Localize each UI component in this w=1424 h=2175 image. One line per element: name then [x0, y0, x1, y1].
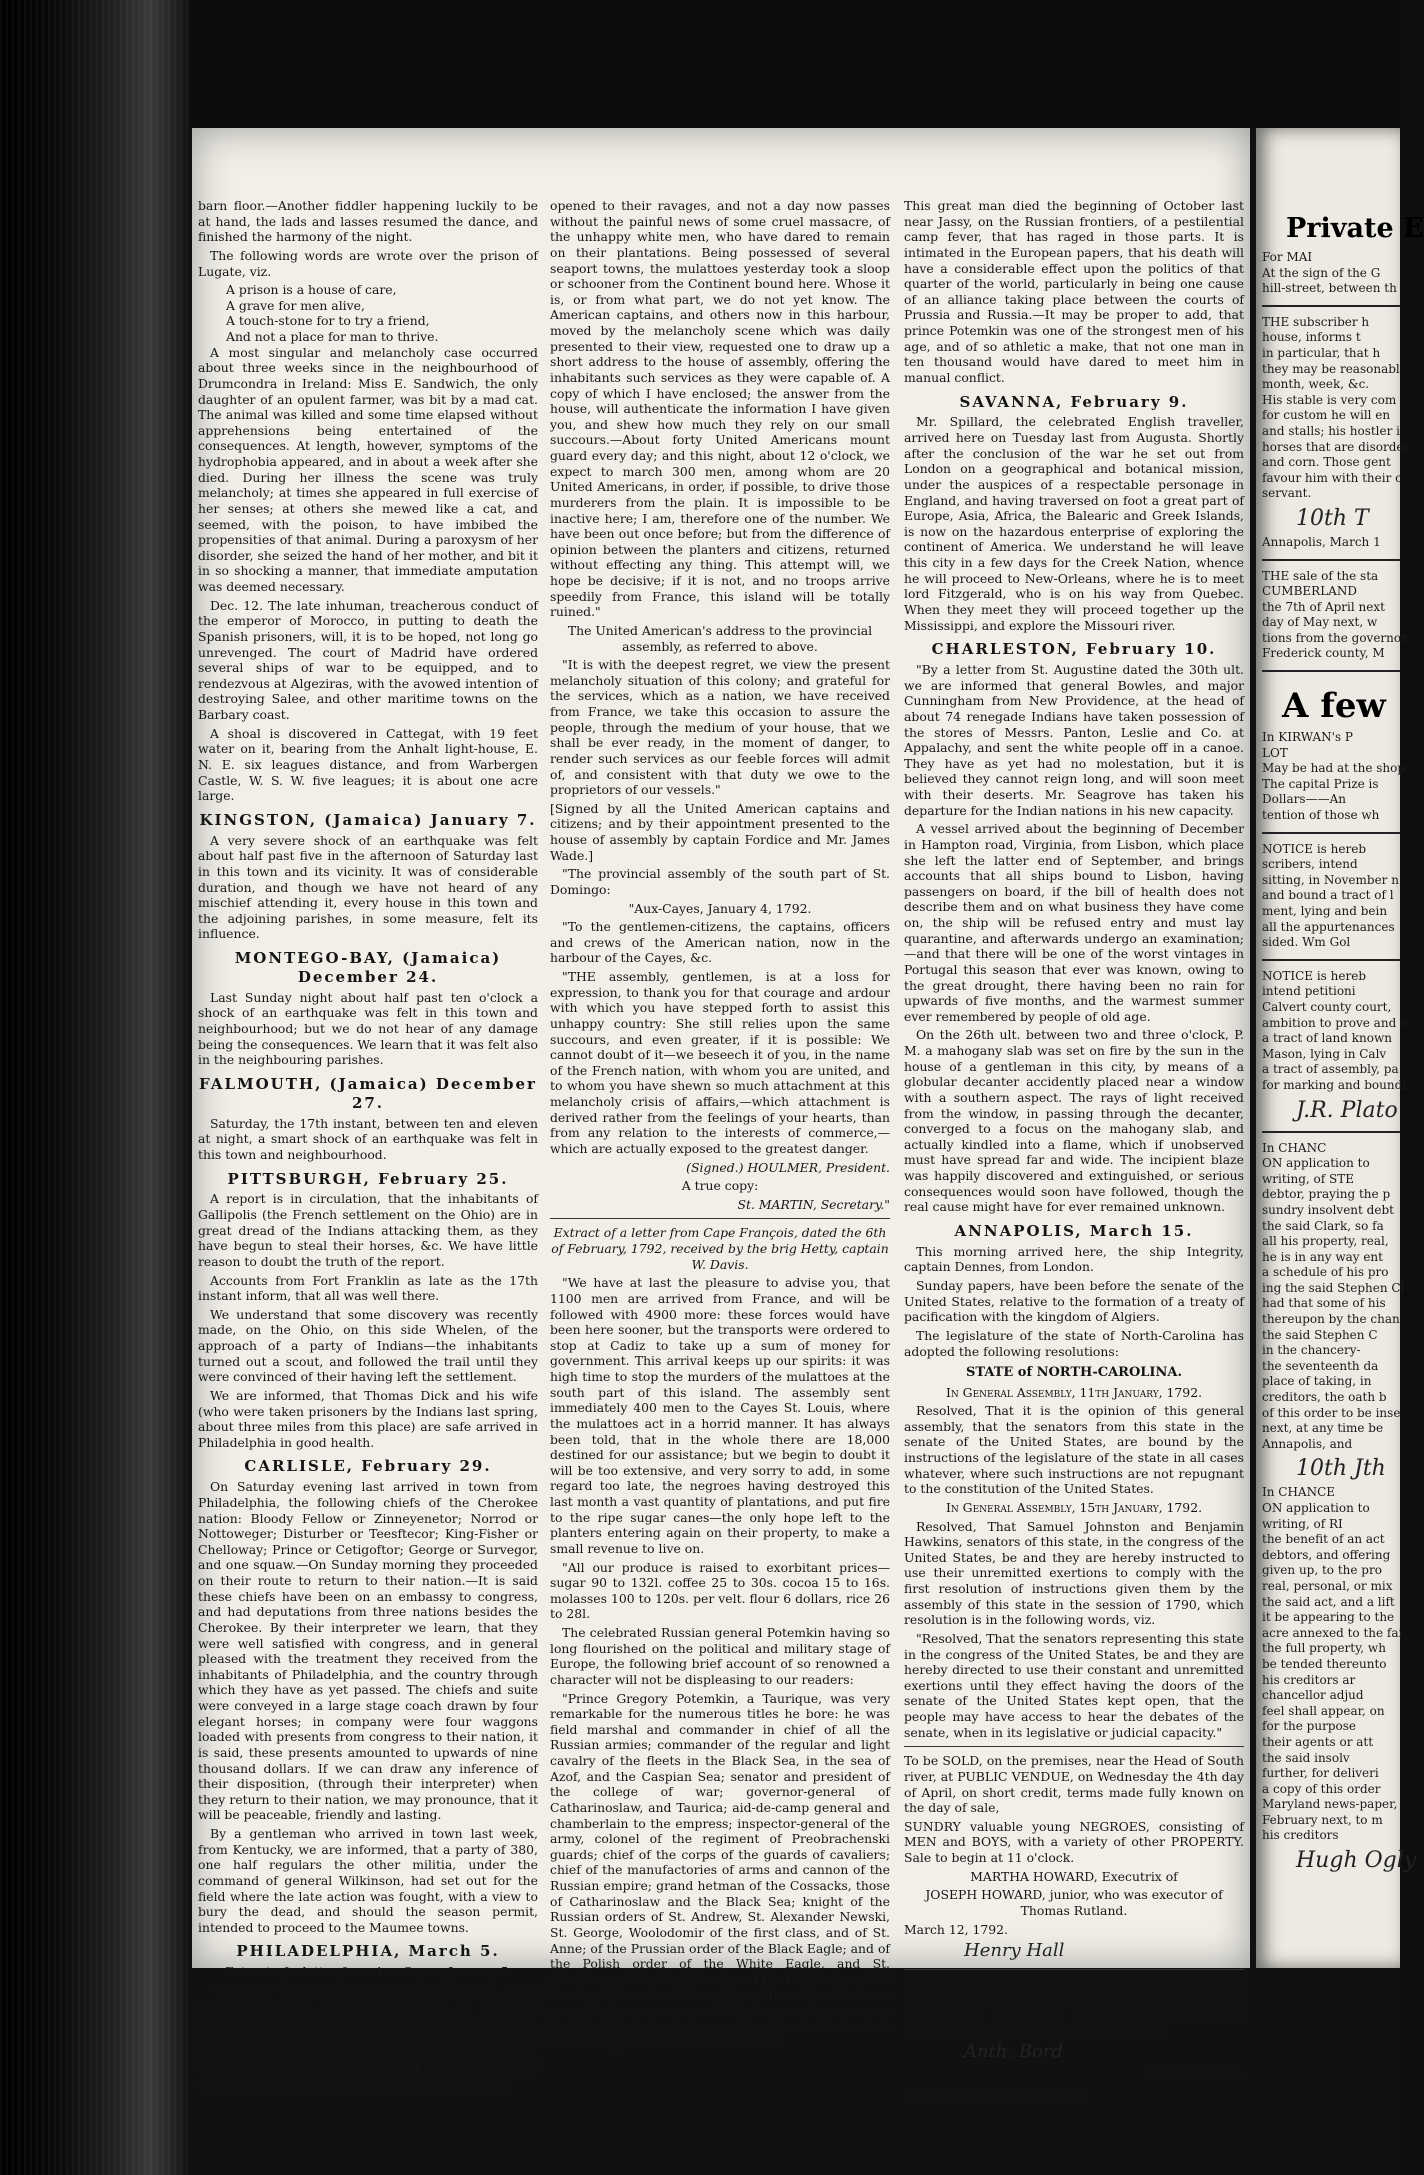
article-text: barn floor.—Another fiddler happening luckily to be at hand, the lads and lasses resumed the dance, and finished the harmony of the night.	[198, 198, 538, 245]
divider	[1262, 559, 1400, 561]
facing-page-line: Dollars——An	[1262, 792, 1346, 807]
facing-page-line: further, for deliveri	[1262, 1766, 1379, 1781]
advertisement-text: SUNDRY valuable young NEGROES, consisting of MEN and BOYS, with a variety of other PROPERTY. Sale to begin at 11 o'clock.	[904, 1818, 1244, 1866]
signature-line: St. MARTIN, Secretary."	[737, 1196, 890, 1212]
article-text: On Saturday evening last arrived in town from Philadelphia, the following chiefs of the Cherokee nation: Bloody Fellow or Zinneyenetor; Norrod or Nottoweger; Disturber or Teesftecor; King-Fisher or Chelloway; Prince or Cetigoftor; George or Survegor, and one squaw.—On Sunday morning they proceeded on their route to return to their nation.—It is said these chiefs have been on an embassy to congress, and had deputations from three nations besides the Cherokee. By their interpreter we learn, that they were well satisfied with congress, and in general pleased with the treatment they received from the inhabitants of Philadelphia, and the country through which they have as yet passed. The chiefs and suite were conveyed in a large stage coach drawn by four elegant horses; in company were four waggons loaded with presents from congress to their nation, it is said, these presents amounted to upwards of nine thousand dollars. If we can draw any inference of their disposition, (through their interpreter) when they return to their nation, we may pronounce, that it will be peaceable, friendly and lasting.	[198, 1479, 538, 1823]
facing-page-line: his creditors	[1262, 1828, 1339, 1843]
article-text: The following words are wrote over the prison of Lugate, viz.	[198, 247, 538, 279]
facing-page-line: his creditors ar	[1262, 1672, 1356, 1687]
facing-page-line: a schedule of his pro	[1262, 1265, 1389, 1280]
article-text: "All our produce is raised to exorbitant prices—sugar 90 to 132l. coffee 25 to 30s. cocoa 15 to 16s. molasses 100 to 120s. per velt. flour 6 dollars, rice 26 to 28l.	[550, 1559, 890, 1622]
facing-page-line: the benefit of an act	[1262, 1532, 1385, 1547]
facing-page-line: given up, to the pro	[1262, 1563, 1382, 1578]
article-text: Sunday papers, have been before the senate of the United States, relative to the formation of a treaty of pacification with the kingdom of Algiers.	[904, 1278, 1244, 1325]
facing-page-line: For MAI	[1262, 250, 1313, 264]
facing-page-line: the full property, wh	[1262, 1641, 1386, 1656]
facing-page-line: a tract of assembly, pa	[1262, 1062, 1399, 1077]
facing-page-line: thereupon by the chan	[1262, 1312, 1400, 1327]
article-text: Accounts from Fort Franklin as late as the 17th instant inform, that all was well there.	[198, 1272, 538, 1304]
dateline-heading: ANNAPOLIS, March 15.	[954, 1221, 1194, 1240]
facing-page-line: tention of those wh	[1262, 808, 1380, 823]
facing-page-line: the said Stephen C	[1262, 1327, 1378, 1342]
facing-page-line: a tract of land known	[1262, 1031, 1392, 1046]
article-text: "The truly melancholy situation of this place, takes up our attention. The mulattoes are, in short, in possession of every thing on this side of the island, except this town; which is the asylum at present of all the wretched fugitives from the different parts of it. The plain of the Cayes, the most beautiful country ever given to man, was, the day before yesterday,	[198, 1983, 538, 2092]
divider	[1262, 670, 1400, 672]
facing-page-line: day of May next, w	[1262, 615, 1378, 630]
facing-page-advert	[1256, 314, 1410, 502]
facing-page-line: in the chancery-	[1262, 1343, 1361, 1358]
extract-heading: Extract of a letter from Cape François, dated the 6th of February, 1792, received by the brig Hetty, captain W. Davis.	[551, 1225, 889, 1272]
article-text: "To the gentlemen-citizens, the captains, officers and crews of the American nation, now in the harbour of the Cayes, &c.	[550, 919, 890, 966]
facing-page-line: the said Clark, so fa	[1262, 1218, 1384, 1233]
divider	[550, 1218, 890, 1219]
facing-page-line: the 7th of April next	[1262, 599, 1385, 614]
divider	[904, 1969, 1244, 1970]
facing-page-title: Private E	[1286, 213, 1424, 244]
facing-page-line: In CHANC	[1262, 1140, 1327, 1155]
article-text: We understand that some discovery was recently made, on the Ohio, on this side Whelen, of the approach of a party of Indians—the inhabitants turned out a scout, and followed the trail until they were convinced of their having left the settlement.	[198, 1306, 538, 1385]
divider	[904, 1746, 1244, 1747]
facing-page-line: ON application to	[1262, 1501, 1370, 1515]
article-text: Resolved, That it is the opinion of this general assembly, that the senators from this state in the senate of the United States, are bound by the instructions of the legislature of the state in all cases whatever, where such instructions are not repugnant to the constitution of the United States.	[904, 1403, 1244, 1497]
facing-page-line: ment, lying and bein	[1262, 904, 1388, 918]
facing-page-line: tions from the governor	[1262, 630, 1407, 645]
facing-page-line: it be appearing to the	[1262, 1610, 1395, 1625]
extract-heading: Extract of a letter from Aux-Cayes, January 5.	[224, 1964, 512, 1980]
facing-page-line: all the appurtenances	[1262, 919, 1395, 934]
facing-page-line: In KIRWAN's P	[1262, 730, 1354, 745]
subheading: The United American's address to the provincial assembly, as referred to above.	[567, 622, 873, 654]
facing-page-line: for the purpose	[1262, 1719, 1356, 1734]
article-text: Last Sunday night about half past ten o'clock a shock of an earthquake was felt in this town and neighbourhood; but we do not hear of any damage being the consequences. We learn that it was felt also in the neighbouring parishes.	[198, 989, 538, 1068]
facing-page-line: hill-street, between th	[1262, 281, 1397, 296]
column-1	[198, 198, 538, 2092]
handwritten-annotation: Anth. Bord	[964, 2041, 1064, 2063]
facing-page-line: had that some of his	[1262, 1296, 1386, 1311]
facing-page-line: favour him with their c	[1262, 470, 1402, 485]
facing-page	[1256, 128, 1424, 1968]
facing-page-line: sundry insolvent debt	[1262, 1202, 1394, 1217]
dateline: "Aux-Cayes, January 4, 1792.	[628, 900, 812, 916]
facing-page-line: February next, to m	[1262, 1812, 1383, 1827]
divider	[1262, 832, 1400, 834]
dateline-heading: PITTSBURGH, February 25.	[227, 1169, 509, 1188]
facing-page-line: chancellor adjud	[1262, 1688, 1364, 1703]
newspaper-page	[192, 128, 1250, 2100]
column-2	[550, 198, 890, 2050]
facing-page-line: Maryland news-paper,	[1262, 1797, 1398, 1812]
facing-page-line: and bound a tract of l	[1262, 888, 1394, 903]
facing-page-line: creditors, the oath b	[1262, 1390, 1387, 1405]
facing-page-line: feel shall appear, on	[1262, 1703, 1385, 1718]
facing-page-line: ing the said Stephen Cl	[1262, 1280, 1405, 1295]
article-text: Saturday, the 17th instant, between ten and eleven at night, a smart shock of an earthquake was felt in this town and neighbourhood.	[198, 1115, 538, 1162]
facing-page-line: debtor, praying the p	[1262, 1187, 1391, 1202]
article-text: "It is with the deepest regret, we view the present melancholy situation of this colony; and grateful for the services, which as a nation, we have received from France, we take this occasion to assure the people, through the medium of your house, that we shall be ever ready, in the moment of danger, to render such services as our feeble forces will admit of, and consistent with that duty we owe to the proprietors of our vessels."	[550, 657, 890, 798]
facing-page-line: in particular, that h	[1262, 345, 1381, 360]
handwritten-annotation: Hugh Ogly	[1296, 1848, 1417, 1874]
facing-page-line: NOTICE is hereb	[1262, 841, 1366, 856]
dateline-heading: SAVANNA, February 9.	[959, 392, 1189, 411]
article-text: On the 26th ult. between two and three o'clock, P. M. a mahogany slab was set on fire by the sun in the house of a gentleman in this city, by means of a globular decanter accidently placed near a window with a southern aspect. The rays of light received from the window, in passing through the decanter, converged to a focus on the mahogany slab, and actually kindled into a flame, which if unobserved must have spread far and wide. The incipient blaze was happily discovered and extinguished, or serious consequences would soon have followed, though the real cause might have for ever remained unknown.	[904, 1027, 1244, 1215]
facing-page-notice	[1256, 1485, 1403, 1844]
facing-page-line: CUMBERLAND	[1262, 584, 1357, 599]
article-text: "The provincial assembly of the south part of St. Domingo:	[550, 866, 890, 897]
advertisement-text: MARTHA HOWARD, Executrix of	[970, 1868, 1178, 1884]
divider	[1262, 1131, 1400, 1133]
resolution-date: In General Assembly, 15th January, 1792.	[945, 1499, 1203, 1515]
article-text: A most singular and melancholy case occurred about three weeks since in the neighbourhood of Drumcondra in Ireland: Miss E. Sandwich, the only daughter of an opulent farmer, was bit by a mad cat. The animal was killed and some time elapsed without apprehensions being entertained of the consequences. At length, however, symptoms of the hydrophobia appeared, and in about a week after she died. During her illness the scene was truly melancholy; at times she appeared in full exercise of her senses; at others she mewed like a cat, and seemed, with the poison, to have imbibed the propensities of that animal. During a paroxysm of her disorder, she seized the hand of her mother, and bit it in so shocking a manner, that immediate amputation was deemed necessary.	[198, 344, 538, 594]
poem-line: And not a place for man to thrive.	[226, 329, 439, 344]
facing-page-text: Frederick county, M	[1262, 646, 1385, 661]
article-text: We are informed, that Thomas Dick and his wife (who were taken prisoners by the Indians last spring, about three miles from this place) are safe arrived in Philadelphia in good health.	[198, 1387, 538, 1450]
facing-page-notice	[1256, 968, 1408, 1094]
facing-page-line: the said act, and a lift	[1262, 1594, 1395, 1609]
signature-line: (Signed.) HOULMER, President.	[686, 1159, 890, 1175]
facing-page-line: intend petitioni	[1262, 984, 1356, 999]
article-text: opened to their ravages, and not a day now passes without the painful news of some cruel massacre, of the unhappy white men, who have dared to remain on their plantations. Being possessed of several seaport towns, the mulattoes yesterday took a sloop or schooner from the Continent bound here. Whose it is, or from what part, we do not yet know. The American captains, and others now in this harbour, moved by the melancholy scene which was daily presented to their view, requested one to draw up a short address to the house of assembly, offering the inhabitants such services as they were capable of. A copy of which I have enclosed; the answer from the house, will authenticate the information I have given you, and shew how much they rely on our small succours.—About forty United Americans mount guard every day; and this night, about 12 o'clock, we expect to march 300 men, among whom are 20 United Americans, in order, if possible, to drive those murderers from the plain. It is impossible to be inactive here; I am, therefore one of the number. We have been out once before; but from the difference of opinion between the planters and citizens, returned without effecting any thing. This attempt will, we hope be decisive; if it is not, and no troops arrive speedily from France, this island will be totally ruined."	[550, 198, 890, 620]
facing-page-line: house, informs t	[1262, 330, 1361, 345]
facing-page-notice	[1256, 1140, 1405, 1453]
dateline-heading: PHILADELPHIA, March 5.	[236, 1942, 500, 1961]
facing-page-line: the seventeenth da	[1262, 1358, 1379, 1373]
dateline-heading: MONTEGO-BAY, (Jamaica) December 24.	[234, 949, 502, 986]
handwritten-annotation: 10th Jth	[1296, 1456, 1386, 1482]
facing-page-line: sitting, in November n	[1262, 872, 1399, 887]
facing-page-line: for custom he will en	[1262, 408, 1391, 423]
article-text: A shoal is discovered in Cattegat, with 19 feet water on it, bearing from the Anhalt light-house, E. N. E. six leagues distance, and from Warbergen Castle, W. S. W. five leagues; it is about one acre large.	[198, 725, 538, 804]
facing-page-line: of this order to be inse	[1262, 1405, 1401, 1420]
article-text: This great man died the beginning of October last near Jassy, on the Russian frontiers, of a pestilential camp fever, that has raged in those parts. It is intimated in the European papers, that his death will have a considerable effect upon the politics of that quarter of the world, particularly in being one cause of an alliance taking place between the courts of Prussia and Russia.—It may be proper to add, that prince Potemkin was one of the strongest men of his age, and of so athletic a make, that not one man in ten thousand would have dared to meet him in manual conflict.	[904, 198, 1244, 385]
article-text: The legislature of the state of North-Carolina has adopted the following resolutions:	[904, 1327, 1244, 1359]
article-text: Mr. Spillard, the celebrated English traveller, arrived here on Tuesday last from Augusta. Shortly after the conclusion of the war he set out from London on a geographical and botanical mission, under the auspices of a respectable personage in England, and having traversed on foot a great part of Europe, Asia, Africa, the Balearic and Greek Islands, is now on the hazardous enterprise of exploring the continent of America. We understand he will leave this city in a few days for the Creek Nation, whence he will proceed to New-Orleans, where he is to meet lord Fitzgerald, who is on his way from Quebec. When they meet they will proceed together up the Mississippi, and explore the Missouri river.	[904, 414, 1244, 633]
facing-page-line: Mason, lying in Calv	[1262, 1046, 1387, 1061]
facing-page-line: Annapolis, and	[1262, 1436, 1353, 1451]
article-text: "We have at last the pleasure to advise you, that 1100 men are arrived from France, and will be followed with 4900 more: these forces would have been here sooner, but the transports were ordered to stop at Cadiz to take up a sum of money for government. This arrival keeps up our spirits: it was high time to stop the murders of the mulattoes at the south part of this island. The assembly sent immediately 400 men to the Cayes St. Louis, where the mulattoes act in a horrid manner. It has always been told, that in the whole there are 18,000 destined for our assistance; but we begin to doubt it will be too extensive, and very sorry to add, in some regard too late, the negroes having destroyed this last month a vast quantity of plantations, and put fire to the ripe sugar canes—the only hope left to the planters entering again on their property, to make a small revenue to live on.	[550, 1275, 890, 1556]
facing-page-line: acre annexed to the fai	[1262, 1625, 1403, 1640]
facing-page-line: all his property, real,	[1262, 1234, 1389, 1249]
facing-page-line: His stable is very com	[1262, 392, 1397, 407]
signature-line: A true copy:	[681, 1178, 759, 1194]
facing-page-line: a copy of this order	[1262, 1781, 1381, 1796]
facing-page-line: debtors, and offering	[1262, 1547, 1391, 1562]
advertisement-text: To be SOLD, on the premises, near the Head of South river, at PUBLIC VENDUE, on Wednesday the 4th day of April, on short credit, terms made fully known on the day of sale,	[904, 1753, 1244, 1816]
facing-page-line: writing, of STE	[1262, 1171, 1355, 1186]
article-text: "Resolved, That the senators representing this state in the congress of the United States, be and they are hereby directed to use their constant and unremitted exertions until they effect having the doors of the senate of the United States kept open, that the people may have access to hear the debates of the senate, when in its legislative or judicial capacity."	[904, 1630, 1244, 1740]
divider	[1262, 305, 1400, 307]
article-text: A vessel arrived about the beginning of December in Hampton road, Virginia, from Lisbon, which place she left the latter end of September, and brings accounts that all ships bound to Lisbon, having passengers on board, if the bill of health does not describe them and on what business they have come on, the ship will be refused entry and must lay quarantine, and afterwards undergo an examination;—and that there will be one of the worst vintages in Portugal this season that ever was known, owing to the great drought, there having been no rain for upwards of five months, and the warmest summer ever remembered by people of old age.	[904, 821, 1244, 1024]
scan-background	[190, 0, 1400, 128]
article-text: "By a letter from St. Augustine dated the 30th ult. we are informed that general Bowles, and major Cunningham from New Providence, at the head of about 74 renegade Indians have taken possession of the stores of Messrs. Panton, Leslie and Co. at Appalachy, and sent the white people off in a canoe. They have as yet had no molestation, but it is believed they cannot reign long, and will soon meet with their deserts. Mr. Seagrove has taken his departure for the Indian nations in his new capacity.	[904, 662, 1244, 818]
facing-page-line: real, personal, or mix	[1262, 1578, 1393, 1593]
facing-page-line: next, at any time be	[1262, 1421, 1384, 1436]
facing-page-line: May be had at the shop	[1262, 761, 1406, 776]
notice-place: Cecil county, March 1, 1792.	[904, 2084, 1085, 2100]
facing-page-line: At the sign of the G	[1262, 265, 1381, 280]
dateline-heading: CHARLESTON, February 10.	[931, 640, 1217, 659]
dateline-heading: CARLISLE, February 29.	[244, 1457, 492, 1476]
dateline-heading: KINGSTON, (Jamaica) January 7.	[199, 810, 537, 829]
section-heading: STATE of NORTH-CAROLINA.	[965, 1365, 1183, 1381]
facing-page-line: they may be reasonabl	[1262, 361, 1400, 376]
facing-page-headline: A few	[1282, 686, 1386, 727]
article-text: This morning arrived here, the ship Integrity, captain Dennes, from London.	[904, 1243, 1244, 1275]
facing-page-header	[1256, 250, 1400, 297]
notice-text: NOTICE is hereby given, that the subscriber intends petitioning the general assembly of this state, at their next sitting, for an act to release his body from confinement for debts he is unable to pay.	[904, 1975, 1244, 2038]
facing-page-line: their agents or att	[1262, 1734, 1374, 1749]
handwritten-annotation: 10th T	[1296, 505, 1369, 531]
article-text: Dec. 12. The late inhuman, treacherous conduct of the emperor of Morocco, in putting to death the Spanish prisoners, will, it is to be hoped, not long go unrevenged. The court of Madrid have ordered several ships of war to be equipped, and to rendezvous at Algeziras, with the avowed intention of destroying Salee, and other maritime towns on the Barbary coast.	[198, 597, 538, 722]
facing-page-line: writing, of RI	[1262, 1516, 1343, 1531]
facing-page-line: ambition to prove and e	[1262, 1015, 1408, 1030]
article-text: A report is in circulation, that the inhabitants of Gallipolis (the French settlement on the Ohio) are in great dread of the Indians attacking them, as they have begun to steal their horses, &c. We have little reason to doubt the truth of the report.	[198, 1191, 538, 1269]
poem-line: A prison is a house of care,	[226, 282, 397, 298]
article-text: The celebrated Russian general Potemkin having so long flourished on the political and military stage of Europe, the following brief account of so renowned a character will not be displeasing to our readers:	[550, 1625, 890, 1687]
facing-page-line: Calvert county court,	[1262, 999, 1392, 1014]
facing-page-line: LOT	[1262, 745, 1288, 760]
facing-page-line: and stalls; his hostler i	[1262, 423, 1401, 438]
facing-page-line: THE subscriber h	[1262, 314, 1370, 329]
dateline-heading: FALMOUTH, (Jamaica) December 27.	[199, 1074, 537, 1112]
facing-page-text: Annapolis, March 1	[1262, 534, 1381, 549]
facing-page-line: place of taking, in	[1262, 1374, 1372, 1389]
handwritten-annotation: Henry Hall	[964, 1940, 1065, 1962]
poem-line: A grave for men alive,	[226, 297, 365, 313]
facing-page-advert	[1256, 568, 1407, 647]
book-binding	[0, 0, 190, 2175]
column-3	[904, 198, 1244, 2100]
facing-page-advert	[1256, 730, 1406, 824]
facing-page-line: horses that are disorder	[1262, 439, 1410, 454]
facing-page-line: sided. Wm Gol	[1262, 935, 1351, 950]
facing-page-line: The capital Prize is	[1262, 776, 1379, 791]
facing-page-line: month, week, &c.	[1262, 377, 1370, 392]
poem-line: A touch-stone for to try a friend,	[226, 313, 430, 329]
article-text: "THE assembly, gentlemen, is at a loss for expression, to thank you for that courage and ardour with which you have stepped forth to assist this unhappy country: She still relies upon the same succours, and even greater, if it is possible: We cannot doubt of it—we beseech it of you, in the name of the French nation, with whom you are united, and to whom you have shewn so much attachment at this melancholy crisis of affairs,—which attachment is derived rather from the feelings of your hearts, than from any relation to the interests of commerce,—which are actually exposed to the greatest danger.	[550, 969, 890, 1156]
facing-page-line: and corn. Those gent	[1262, 455, 1391, 470]
handwritten-annotation: J.R. Plato	[1296, 1097, 1398, 1123]
facing-page-line: be tended thereunto	[1262, 1656, 1387, 1671]
resolution-date: In General Assembly, 11th January, 1792.	[945, 1384, 1203, 1400]
article-text: A very severe shock of an earthquake was felt about half past five in the afternoon of Saturday last in this town and its vicinity. It was of considerable duration, and though we have not heard of any mischief attending it, every house in this town and the adjoining parishes, in some measure, felt its influence.	[198, 832, 538, 942]
facing-page-line: he is in any way ent	[1262, 1249, 1383, 1264]
advertisement-text: JOSEPH HOWARD, junior, who was executor of Thomas Rutland.	[925, 1887, 1223, 1918]
article-text: By a gentleman who arrived in town last week, from Kentucky, we are informed, that a party of 380, one half regulars the other militia, under the command of general Wilkinson, had set out for the field where the late action was fought, with a view to bury the dead, and should the season permit, intended to proceed to the Maumee towns.	[198, 1826, 538, 1935]
facing-page-line: ON application to	[1262, 1156, 1370, 1171]
facing-page-line: In CHANCE	[1262, 1485, 1336, 1500]
facing-page-notice	[1256, 842, 1400, 951]
article-text: "Prince Gregory Potemkin, a Taurique, was very remarkable for the numerous titles he bore: he was field marshal and commander in chief of all the Russian armies; commander of the regular and light cavalry of the fleets in the Black Sea, in the sea of Azof, and the Caspian Sea; senator and president of the college of war; governor-general of Catharinoslaw, and Taurica; aid-de-camp general and chamberlain to the empress; inspector-general of the army, colonel of the regiment of Preobrachenski guards; chief of the corps of the guards of cavaliers; chief of the manufactories of arms and cannon of the Russian empire; grand hetman of the Cossacks, those of Catharinoslaw and the Black Sea; knight of the Russian orders of St. Andrew, St. Alexander Newski, St. George, Woolodomir of the first class, and of St. Anne; of the Prussian order of the Black Eagle; and of the Polish order of the White Eagle, and St. Stanislaw; of the Danish order of the Elephant; and of the Swedish order of Seraphims. His career has been very glorious, no reverse of fortune or disgrace ever tarnished it; but whatever enterprises he undertook were always crowned with success."	[550, 1690, 890, 2050]
article-text: Resolved, That Samuel Johnston and Benjamin Hawkins, senators of this state, in the congress of the United States, be and they are hereby instructed to use their unremitted exertions to comply with the first resolution of instructions given them by the assembly of this state in the session of 1790, which resolution is in the following words, viz.	[904, 1518, 1244, 1628]
signature-line: GEORGE BIRD.	[1145, 2066, 1244, 2082]
facing-page-line: servant.	[1262, 486, 1312, 501]
advertisement-date: March 12, 1792.	[904, 1921, 1008, 1937]
facing-page-line: THE sale of the sta	[1262, 568, 1379, 583]
facing-page-line: scribers, intend	[1262, 857, 1358, 872]
article-text: [Signed by all the United American captains and citizens; and by their appointment presented to the house of assembly by captain Fordice and Mr. James Wade.]	[550, 800, 890, 863]
divider	[1262, 959, 1400, 961]
facing-page-line: the said insolv	[1262, 1750, 1350, 1765]
facing-page-line: for marking and boundi	[1262, 1077, 1407, 1092]
facing-page-line: NOTICE is hereb	[1262, 968, 1366, 983]
